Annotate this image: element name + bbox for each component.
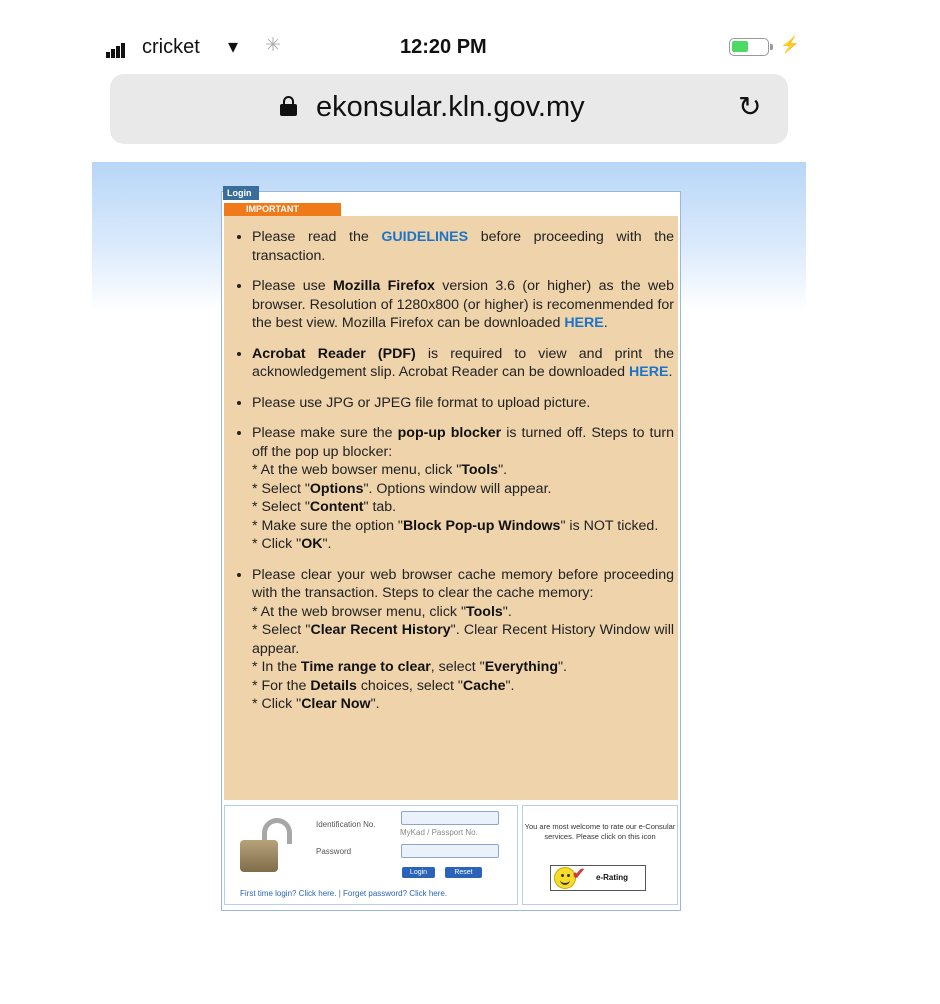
notice-item-cache: • Please clear your web browser cache memory before proceeding with the transaction. Steps to clear the cache memory: * At the web browser menu, click "Tools". * Select "Clear Recent History". Clear Recent History Window will appear. * In the Time range to clear, select "Everything". * For the Details choices, select "Cache". * Click "Clear Now".: [252, 566, 674, 714]
first-time-login-link[interactable]: First time login? Click here.: [240, 889, 337, 898]
notice-item-guidelines: • Please read the GUIDELINES before proceeding with the transaction.: [252, 228, 674, 265]
phone-status-bar: [92, 30, 806, 66]
id-input[interactable]: [401, 811, 499, 825]
notice-item-firefox: • Please use Mozilla Firefox version 3.6 (or higher) as the web browser. Resolution of 1280x800 (or higher) is recomenmended for the best view. Mozilla Firefox can be downloaded HERE.: [252, 277, 674, 333]
login-links: [240, 889, 447, 898]
password-input[interactable]: [401, 844, 499, 858]
rating-text: You are most welcome to rate our e-Consular services. Please click on this icon: [524, 822, 676, 841]
carrier-name: cricket: [142, 36, 200, 58]
id-hint: MyKad / Passport No.: [400, 828, 478, 837]
link-separator: |: [338, 889, 341, 898]
id-label: Identification No.: [316, 820, 376, 829]
important-notice: [224, 216, 678, 800]
battery-icon: [729, 38, 769, 56]
reload-icon[interactable]: ↻: [738, 91, 762, 122]
notice-item-acrobat: • Acrobat Reader (PDF) is required to view and print the acknowledgement slip. Acrobat Reader can be downloaded HERE.: [252, 345, 674, 382]
status-time: 12:20 PM: [400, 36, 487, 58]
notice-item-popup: • Please make sure the pop-up blocker is turned off. Steps to turn off the pop up blocker: * At the web bowser menu, click "Tools". * Select "Options". Options window will appear. * Select "Content" tab. * Make sure the option "Block Pop-up Windows" is NOT ticked. * Click "OK".: [252, 424, 674, 554]
login-button[interactable]: Login: [402, 867, 435, 878]
padlock-icon: [240, 818, 302, 876]
login-tab[interactable]: Login: [223, 186, 259, 200]
activity-spinner-icon: ✳: [265, 35, 281, 56]
url-text[interactable]: ekonsular.kln.gov.my: [316, 91, 585, 123]
wifi-icon: ▾: [228, 36, 239, 58]
firefox-download-link[interactable]: HERE: [564, 315, 604, 331]
address-bar[interactable]: [110, 74, 788, 144]
e-rating-label: e-Rating: [596, 873, 628, 882]
checkmark-icon: ✔: [572, 866, 586, 883]
guidelines-link[interactable]: GUIDELINES: [381, 229, 469, 245]
charging-bolt-icon: ⚡: [780, 37, 800, 54]
forget-password-link[interactable]: Forget password? Click here.: [343, 889, 448, 898]
signal-bars-icon: [106, 40, 126, 58]
lock-icon: [280, 96, 297, 114]
notice-item-jpg: • Please use JPG or JPEG file format to upload picture.: [252, 394, 674, 413]
reset-button[interactable]: Reset: [445, 867, 482, 878]
important-tab: IMPORTANT: [224, 203, 341, 216]
password-label: Password: [316, 847, 352, 856]
acrobat-download-link[interactable]: HERE: [629, 364, 669, 380]
